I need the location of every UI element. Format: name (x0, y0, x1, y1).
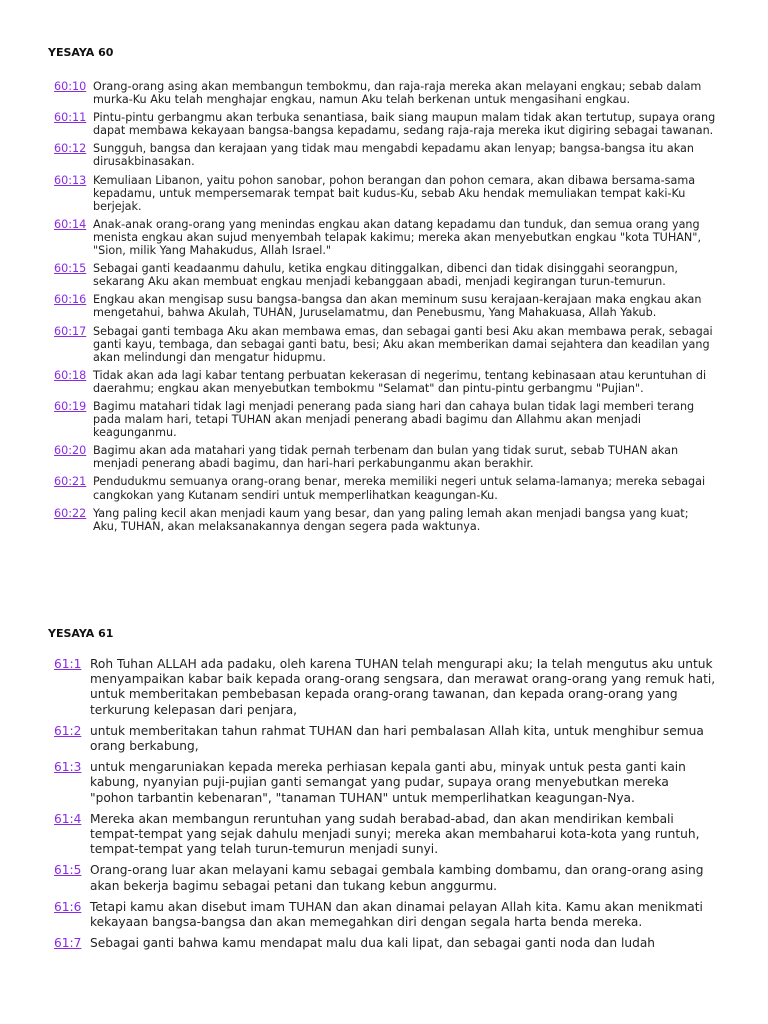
verse-row (54, 936, 716, 951)
verse-row (54, 262, 716, 288)
section-heading-61: YESAYA 61 (48, 627, 114, 640)
verse-row (54, 760, 716, 806)
verse-row (54, 863, 716, 893)
verse-row (54, 218, 716, 257)
verse-row (54, 293, 716, 319)
verse-text: Anak-anak orang-orang yang menindas engkau akan datang kepadamu dan tunduk, dan semua orang yang menista engkau akan sujud menyembah telapak kakimu; mereka akan menyebutkan engkau "kota TUHAN", "Sion, milik Yang Mahakudus, Allah Israel." (93, 217, 701, 258)
verse-ref-link[interactable]: 61:1 (54, 657, 82, 671)
verse-text: Tidak akan ada lagi kabar tentang perbuatan kekerasan di negerimu, tentang kebinasaan atau keruntuhan di daerahmu; engkau akan menyebutkan tembokmu "Selamat" dan pintu-pintu gerbangmu "Pujian". (93, 368, 707, 395)
verse-text: Kemuliaan Libanon, yaitu pohon sanobar, pohon berangan dan pohon cemara, akan dibawa bersama-sama kepadamu, untuk mempersemarak tempat bait kudus-Ku, sebab Aku hendak memuliakan tempat kaki-Ku berjejak. (93, 173, 696, 213)
verse-ref-link[interactable]: 61:6 (54, 899, 82, 914)
verse-ref-link[interactable]: 61:2 (54, 723, 82, 738)
verse-text: Yang paling kecil akan menjadi kaum yang besar, dan yang paling lemah akan menjadi bangsa yang kuat; Aku, TUHAN, akan melaksanakannya dengan segera pada waktunya. (93, 506, 689, 533)
verse-ref-link[interactable]: 60:18 (54, 368, 87, 382)
verse-ref-link[interactable]: 60:22 (54, 506, 87, 520)
verse-text: Sebagai ganti keadaanmu dahulu, ketika engkau ditinggalkan, dibenci dan tidak disinggahi seorangpun, sekarang Aku akan membuat engkau menjadi kebanggaan abadi, menjadi kegirangan turun-temurun. (93, 262, 678, 289)
verse-ref-link[interactable]: 60:15 (54, 262, 87, 276)
verse-row (54, 80, 716, 106)
verse-list-61 (54, 657, 716, 957)
verse-ref-link[interactable]: 60:13 (54, 173, 87, 187)
verse-ref-link[interactable]: 60:12 (54, 142, 87, 156)
verse-row (54, 657, 716, 718)
verse-text: Sebagai ganti bahwa kamu mendapat malu dua kali lipat, dan sebagai ganti noda dan ludah (90, 936, 656, 951)
verse-row (54, 444, 716, 470)
verse-ref-link[interactable]: 60:17 (54, 324, 87, 338)
verse-ref-link[interactable]: 60:21 (54, 475, 87, 489)
verse-ref-link[interactable]: 61:3 (54, 760, 82, 775)
verse-ref-link[interactable]: 61:5 (54, 863, 82, 878)
verse-text: Engkau akan mengisap susu bangsa-bangsa dan akan meminum susu kerajaan-kerajaan maka engkau akan mengetahui, bahwa Akulah, TUHAN, Juruselamatmu, dan Penebusmu, Yang Mahakuasa, Allah Yakub. (93, 293, 702, 320)
verse-row (54, 900, 716, 930)
verse-text: Tetapi kamu akan disebut imam TUHAN dan akan dinamai pelayan Allah kita. Kamu akan menikmati kekayaan bangsa-bangsa dan akan memegahkan diri dengan segala harta benda mereka. (90, 899, 703, 930)
verse-row (54, 174, 716, 213)
verse-row (54, 369, 716, 395)
verse-ref-link[interactable]: 60:10 (54, 80, 87, 93)
verse-ref-link[interactable]: 60:19 (54, 399, 87, 413)
verse-text: Orang-orang asing akan membangun tembokmu, dan raja-raja mereka akan melayani engkau; sebab dalam murka-Ku Aku telah menghajar engkau, namun Aku telah berkenan untuk mengasihani engkau. (93, 80, 702, 107)
verse-text: Pintu-pintu gerbangmu akan terbuka senantiasa, baik siang maupun malam tidak akan tertutup, supaya orang dapat membawa kekayaan bangsa-bangsa kepadamu, sedang raja-raja mereka ikut digiring sebagai tawanan. (93, 111, 716, 138)
verse-ref-link[interactable]: 61:7 (54, 936, 82, 951)
verse-row (54, 724, 716, 754)
verse-text: untuk memberitakan tahun rahmat TUHAN dan hari pembalasan Allah kita, untuk menghibur semua orang berkabung, (90, 723, 704, 754)
verse-ref-link[interactable]: 60:11 (54, 111, 87, 125)
verse-ref-link[interactable]: 61:4 (54, 811, 82, 826)
verse-row (54, 400, 716, 439)
verse-text: Orang-orang luar akan melayani kamu sebagai gembala kambing dombamu, dan orang-orang asing akan bekerja bagimu sebagai petani dan tukang kebun anggurmu. (90, 863, 704, 893)
verse-text: Bagimu akan ada matahari yang tidak pernah terbenam dan bulan yang tidak surut, sebab TUHAN akan menjadi penerang abadi bagimu, dan hari-hari perkabunganmu akan berakhir. (93, 444, 679, 471)
verse-list-60 (54, 80, 716, 538)
verse-ref-link[interactable]: 60:14 (54, 217, 87, 231)
verse-text: Bagimu matahari tidak lagi menjadi penerang pada siang hari dan cahaya bulan tidak lagi memberi terang pada malam hari, tetapi TUHAN akan menjadi penerang abadi bagimu dan Allahmu akan menjadi keagunganmu. (93, 399, 695, 440)
verse-ref-link[interactable]: 60:20 (54, 444, 87, 458)
verse-text: Pendudukmu semuanya orang-orang benar, mereka memiliki negeri untuk selama-lamanya; mereka sebagai cangkokan yang Kutanam sendiri untuk memperlihatkan keagungan-Ku. (93, 475, 706, 502)
verse-row (54, 812, 716, 858)
verse-row (54, 507, 716, 533)
verse-text: Mereka akan membangun reruntuhan yang sudah berabad-abad, dan akan mendirikan kembali tempat-tempat yang sejak dahulu menjadi sunyi; mereka akan membaharui kota-kota yang runtuh, tempat-tempat yang telah turun-temurun menjadi sunyi. (90, 811, 700, 857)
section-heading-60: YESAYA 60 (48, 46, 114, 59)
verse-row (54, 142, 716, 168)
verse-text: Sungguh, bangsa dan kerajaan yang tidak mau mengabdi kepadamu akan lenyap; bangsa-bangsa itu akan dirusakbinasakan. (93, 142, 694, 169)
verse-row (54, 111, 716, 137)
verse-text: untuk mengaruniakan kepada mereka perhiasan kepala ganti abu, minyak untuk pesta ganti kain kabung, nyanyian puji-pujian ganti semangat yang pudar, supaya orang menyebutkan mereka "pohon tarbantin kebenaran", "tanaman TUHAN" untuk memperlihatkan keagungan-Nya. (90, 760, 686, 805)
verse-row (54, 475, 716, 501)
verse-text: Sebagai ganti tembaga Aku akan membawa emas, dan sebagai ganti besi Aku akan membawa perak, sebagai ganti kayu, tembaga, dan sebagai ganti batu, besi; Aku akan memberikan damai sejahtera dan keadilan yang akan melindungi dan mengatur hidupmu. (93, 324, 713, 364)
verse-row (54, 325, 716, 364)
verse-text: Roh Tuhan ALLAH ada padaku, oleh karena TUHAN telah mengurapi aku; Ia telah mengutus aku untuk menyampaikan kabar baik kepada orang-orang sengsara, dan merawat orang-orang yang remuk hati, untuk memberitakan pembebasan kepada orang-orang tawanan, dan kepada orang-orang yang terkurung kelepasan dari penjara, (90, 657, 716, 717)
verse-ref-link[interactable]: 60:16 (54, 293, 87, 307)
